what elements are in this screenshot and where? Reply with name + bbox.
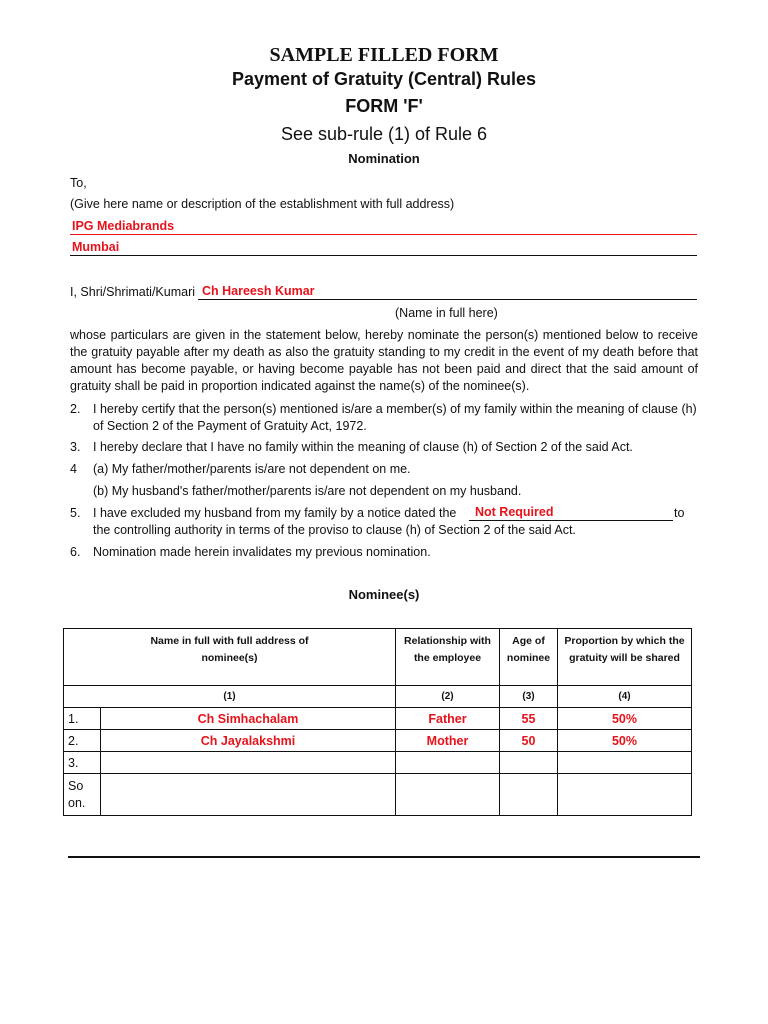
nominee-relation[interactable] xyxy=(396,774,500,816)
nominee-relation[interactable] xyxy=(396,752,500,774)
item-2-number: 2. xyxy=(70,402,81,416)
item-2-text: I hereby certify that the person(s) mentioned is/are a member(s) of my family within the meaning of clause (h) of Section 2 of the Payment of Gratuity Act, 1972. xyxy=(93,402,697,433)
table-row xyxy=(64,774,692,816)
declarant-prefix: I, Shri/Shrimati/Kumari xyxy=(70,285,196,299)
nominee-proportion[interactable] xyxy=(558,774,692,816)
name-hint: (Name in full here) xyxy=(395,306,498,320)
nominee-age[interactable]: 55 xyxy=(500,708,558,730)
section-heading: Nomination xyxy=(348,151,420,166)
nominee-age[interactable] xyxy=(500,774,558,816)
to-label: To, xyxy=(70,176,87,190)
col-header-relation: Relationship with the employee xyxy=(396,629,500,686)
table-row xyxy=(64,730,692,752)
rules-title: Payment of Gratuity (Central) Rules xyxy=(231,69,537,89)
nominee-age[interactable] xyxy=(500,752,558,774)
item-5-line-2: the controlling authority in terms of the proviso to clause (h) of Section 2 of the said Act. xyxy=(93,523,576,537)
nominee-name[interactable] xyxy=(101,752,396,774)
bottom-rule xyxy=(68,856,700,858)
item-6-number: 6. xyxy=(70,545,81,559)
col-header-proportion: Proportion by which the gratuity will be shared xyxy=(558,629,692,686)
form-title: FORM 'F' xyxy=(345,96,423,116)
nominee-relation[interactable]: Father xyxy=(396,708,500,730)
row-sl: So on. xyxy=(64,774,101,816)
table-row xyxy=(64,708,692,730)
nominee-table xyxy=(63,628,692,816)
col-number-4: (4) xyxy=(558,686,692,708)
address-line-1[interactable] xyxy=(70,218,697,235)
col-header-age: Age of nominee xyxy=(500,629,558,686)
nominee-proportion[interactable]: 50% xyxy=(558,730,692,752)
col-header-name: Name in full with full address of nominee(s) xyxy=(64,629,396,686)
address-line-2[interactable] xyxy=(70,239,697,256)
nominee-relation[interactable]: Mother xyxy=(396,730,500,752)
address-line-1-value: IPG Mediabrands xyxy=(72,219,175,233)
col-number-3: (3) xyxy=(500,686,558,708)
item-5-post: to xyxy=(674,506,685,520)
nominee-name[interactable]: Ch Simhachalam xyxy=(101,708,396,730)
item-4b-text: (b) My husband's father/mother/parents is/are not dependent on my husband. xyxy=(93,484,522,498)
item-4-number: 4 xyxy=(70,462,77,476)
nominee-proportion[interactable] xyxy=(558,752,692,774)
row-sl: 1. xyxy=(64,708,101,730)
notice-date-field[interactable] xyxy=(469,504,673,521)
column-number-row xyxy=(64,686,692,708)
item-4a-text: (a) My father/mother/parents is/are not dependent on me. xyxy=(93,462,411,476)
subrule-text: See sub-rule (1) of Rule 6 xyxy=(280,124,488,144)
nominee-proportion[interactable]: 50% xyxy=(558,708,692,730)
declarant-name-field[interactable] xyxy=(198,283,697,300)
nominee-age[interactable]: 50 xyxy=(500,730,558,752)
nominees-heading: Nominee(s) xyxy=(348,587,420,602)
table-header-row xyxy=(64,629,692,686)
col-number-2: (2) xyxy=(396,686,500,708)
address-line-2-value: Mumbai xyxy=(72,240,120,254)
nominee-name[interactable]: Ch Jayalakshmi xyxy=(101,730,396,752)
table-row xyxy=(64,752,692,774)
notice-date-value: Not Required xyxy=(475,505,554,519)
col-number-1: (1) xyxy=(64,686,396,708)
item-5-pre: I have excluded my husband from my family by a notice dated the xyxy=(93,506,457,520)
declarant-name-value: Ch Hareesh Kumar xyxy=(202,284,315,298)
row-sl: 2. xyxy=(64,730,101,752)
address-instruction: (Give here name or description of the establishment with full address) xyxy=(70,197,455,211)
nominee-name[interactable] xyxy=(101,774,396,816)
item-6-text: Nomination made herein invalidates my previous nomination. xyxy=(93,545,431,559)
item-5-number: 5. xyxy=(70,506,81,520)
item-3-text: I hereby declare that I have no family within the meaning of clause (h) of Section 2 of the said Act. xyxy=(93,440,633,454)
nomination-paragraph: whose particulars are given in the statement below, hereby nominate the person(s) mentioned below to receive the gratuity payable after my death as also the gratuity standing to my credit in the event of my death before that amount has become payable, or having become payable has not been paid and direct that the said amount of gratuity shall be paid in proportion indicated against the name(s) of the nominee(s). xyxy=(70,328,698,393)
sample-label: SAMPLE FILLED FORM xyxy=(269,44,499,66)
item-3-number: 3. xyxy=(70,440,81,454)
row-sl: 3. xyxy=(64,752,101,774)
